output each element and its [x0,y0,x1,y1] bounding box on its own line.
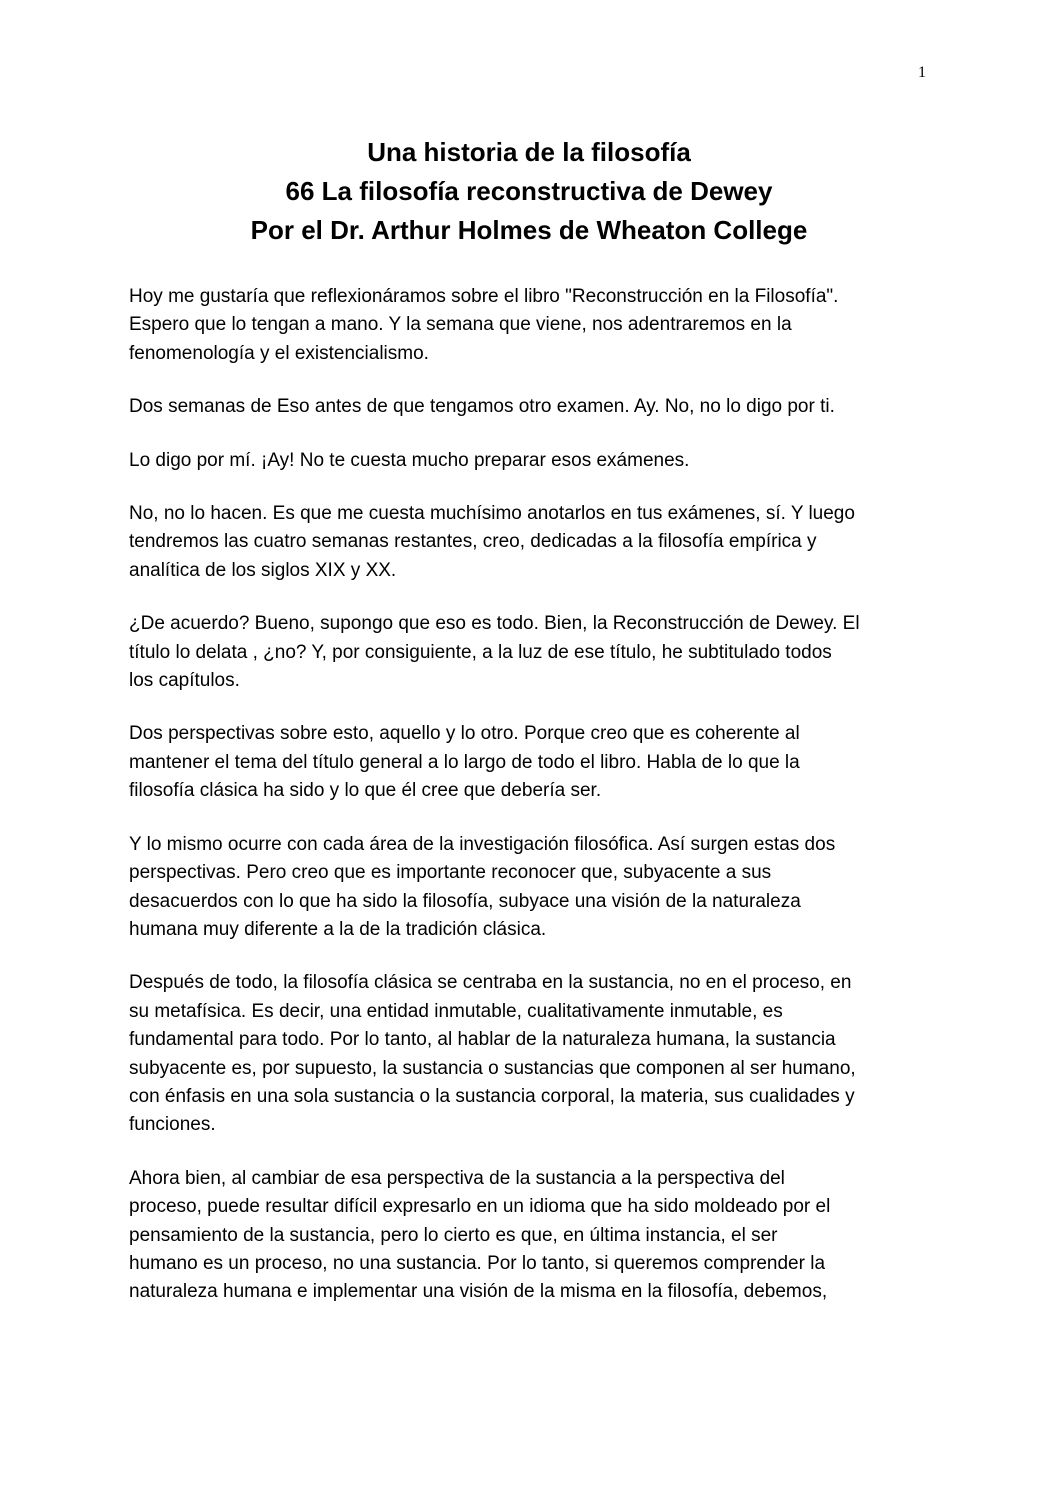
paragraph [129,447,929,475]
paragraph-line: mantener el tema del título general a lo largo de todo el libro. Habla de lo que la [129,751,800,773]
paragraph-line: Dos semanas de Eso antes de que tengamos otro examen. Ay. No, no lo digo por ti. [129,396,835,418]
title-line-3: Por el Dr. Arthur Holmes de Wheaton College [250,215,808,245]
paragraph-line: su metafísica. Es decir, una entidad inmutable, cualitativamente inmutable, es [129,1000,783,1022]
paragraph-line: proceso, puede resultar difícil expresarlo en un idioma que ha sido moldeado por el [129,1196,831,1218]
document-body [129,283,929,1332]
page-number: 1 [918,64,926,81]
paragraph [129,969,929,1139]
paragraph-line: Espero que lo tengan a mano. Y la semana que viene, nos adentraremos en la [129,314,792,336]
paragraph-line: perspectivas. Pero creo que es importante reconocer que, subyacente a sus [129,862,772,884]
paragraph [129,720,929,805]
paragraph-line: Dos perspectivas sobre esto, aquello y lo otro. Porque creo que es coherente al [129,723,800,745]
paragraph-line: Hoy me gustaría que reflexionáramos sobre el libro "Reconstrucción en la Filosofía". [129,286,839,307]
paragraph [129,283,929,368]
paragraph [129,831,929,945]
paragraph-line: analítica de los siglos XIX y XX. [129,559,397,581]
paragraph-line: desacuerdos con lo que ha sido la filosofía, subyace una visión de la naturaleza [129,890,801,912]
title-line-2: 66 La filosofía reconstructiva de Dewey [285,176,773,206]
paragraph-line: funciones. [129,1114,216,1136]
paragraph [129,1165,929,1307]
paragraph-line: Ahora bien, al cambiar de esa perspectiva de la sustancia a la perspectiva del [129,1167,785,1189]
paragraph [129,393,929,421]
title-line-1: Una historia de la filosofía [367,137,691,167]
paragraph-line: título lo delata , ¿no? Y, por consiguiente, a la luz de ese título, he subtitulado todos [129,641,832,663]
paragraph-line: fundamental para todo. Por lo tanto, al hablar de la naturaleza humana, la sustancia [129,1029,836,1051]
paragraph-line: pensamiento de la sustancia, pero lo cierto es que, en última instancia, el ser [129,1224,778,1246]
paragraph-line: naturaleza humana e implementar una visión de la misma en la filosofía, debemos, [129,1281,828,1303]
paragraph [129,610,929,695]
paragraph-line: con énfasis en una sola sustancia o la sustancia corporal, la materia, sus cualidades y [129,1085,855,1107]
paragraph-line: Y lo mismo ocurre con cada área de la investigación filosófica. Así surgen estas dos [129,833,836,855]
paragraph-line: los capítulos. [129,670,240,692]
paragraph-line: Lo digo por mí. ¡Ay! No te cuesta mucho preparar esos exámenes. [129,449,690,471]
paragraph-line: humana muy diferente a la de la tradición clásica. [129,918,547,940]
paragraph-line: Después de todo, la filosofía clásica se centraba en la sustancia, no en el proceso, en [129,972,852,994]
paragraph-line: subyacente es, por supuesto, la sustancia o sustancias que componen al ser humano, [129,1057,856,1079]
paragraph-line: fenomenología y el existencialismo. [129,342,429,364]
paragraph [129,500,929,585]
paragraph-line: ¿De acuerdo? Bueno, supongo que eso es todo. Bien, la Reconstrucción de Dewey. El [129,613,860,635]
paragraph-line: humano es un proceso, no una sustancia. Por lo tanto, si queremos comprender la [129,1252,826,1274]
paragraph-line: filosofía clásica ha sido y lo que él cree que debería ser. [129,780,602,802]
document-title [0,133,1058,250]
paragraph-line: No, no lo hacen. Es que me cuesta muchísimo anotarlos en tus exámenes, sí. Y luego [129,503,855,525]
paragraph-line: tendremos las cuatro semanas restantes, creo, dedicadas a la filosofía empírica y [129,531,817,553]
